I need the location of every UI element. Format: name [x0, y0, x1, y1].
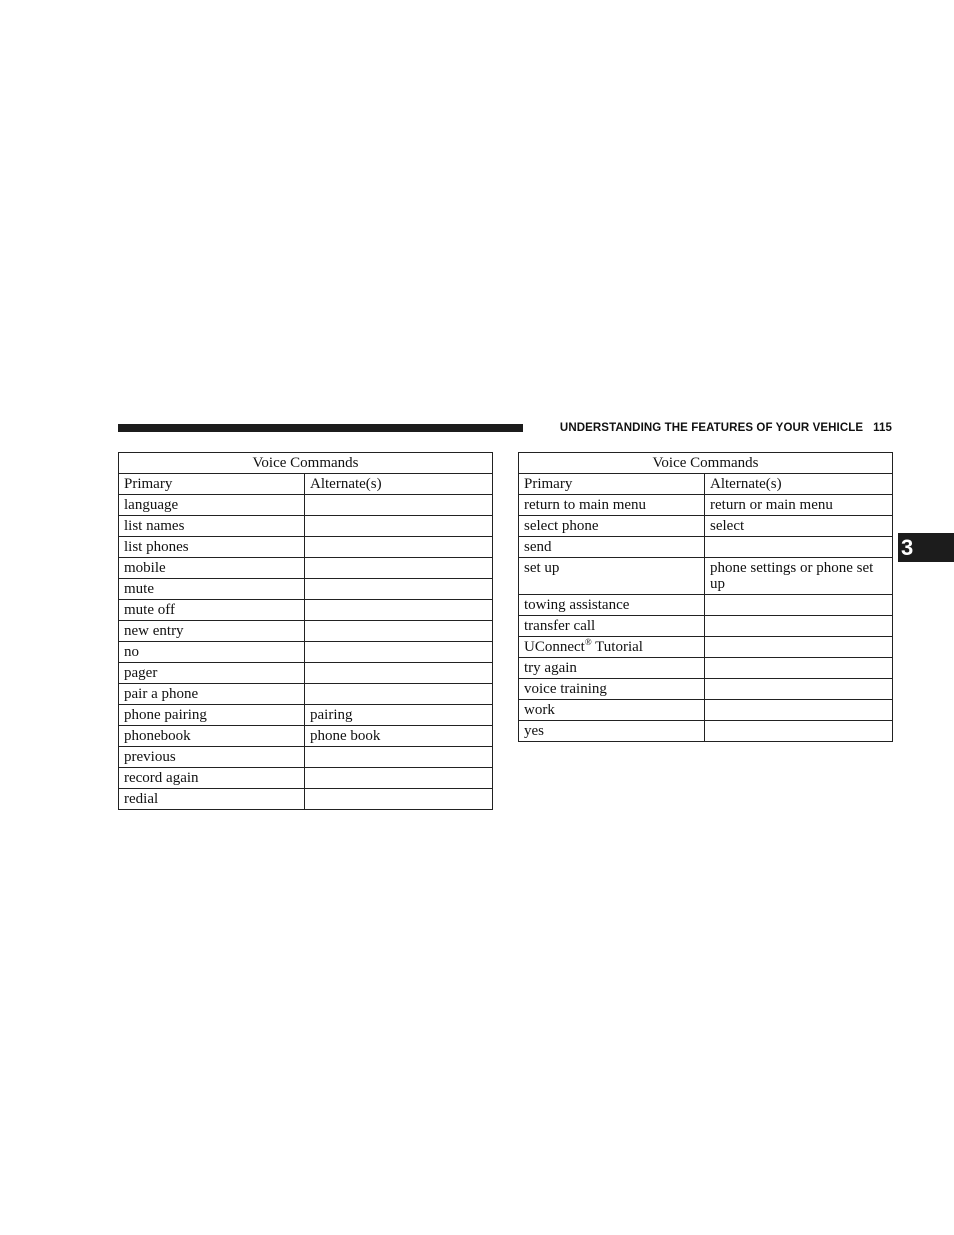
registered-mark: ®	[584, 637, 592, 647]
table-row	[119, 600, 493, 621]
table-caption: Voice Commands	[119, 453, 493, 474]
alternate-command	[705, 679, 893, 700]
primary-command: phone pairing	[119, 705, 305, 726]
column-header-primary: Primary	[519, 474, 705, 495]
alternate-command	[705, 658, 893, 679]
primary-command: transfer call	[519, 616, 705, 637]
primary-command: redial	[119, 789, 305, 810]
page-header	[118, 420, 892, 436]
primary-command: mute	[119, 579, 305, 600]
table-row	[119, 663, 493, 684]
table-row	[119, 726, 493, 747]
table-header-row	[119, 474, 493, 495]
chapter-tab: 3	[898, 533, 954, 562]
primary-command: list names	[119, 516, 305, 537]
table-header-row	[519, 474, 893, 495]
table-row	[119, 558, 493, 579]
primary-command: voice training	[519, 679, 705, 700]
table-row	[119, 705, 493, 726]
alternate-command	[305, 621, 493, 642]
table-row	[519, 616, 893, 637]
primary-command: language	[119, 495, 305, 516]
table-row	[119, 768, 493, 789]
alternate-command	[305, 600, 493, 621]
alternate-command	[305, 684, 493, 705]
primary-command: record again	[119, 768, 305, 789]
alternate-command	[705, 637, 893, 658]
voice-commands-table-right	[518, 452, 893, 742]
primary-command: phonebook	[119, 726, 305, 747]
uconnect-name: UConnect	[524, 639, 585, 655]
table-row	[519, 558, 893, 595]
primary-command	[519, 637, 705, 658]
primary-command: pair a phone	[119, 684, 305, 705]
page-number: 115	[873, 422, 892, 434]
table-row	[519, 700, 893, 721]
primary-command: try again	[519, 658, 705, 679]
alternate-command: phone settings or phone set up	[705, 558, 893, 595]
table-caption: Voice Commands	[519, 453, 893, 474]
uconnect-suffix: Tutorial	[591, 639, 643, 655]
alternate-command: select	[705, 516, 893, 537]
primary-command: pager	[119, 663, 305, 684]
table-row	[119, 516, 493, 537]
table-row	[519, 495, 893, 516]
primary-command: mobile	[119, 558, 305, 579]
table-row	[519, 537, 893, 558]
table-row	[119, 789, 493, 810]
table-row	[519, 679, 893, 700]
alternate-command	[305, 558, 493, 579]
table-row	[119, 495, 493, 516]
primary-command: work	[519, 700, 705, 721]
table-row	[519, 637, 893, 658]
primary-command: return to main menu	[519, 495, 705, 516]
section-title: UNDERSTANDING THE FEATURES OF YOUR VEHICLE	[559, 422, 864, 434]
table-row	[119, 579, 493, 600]
alternate-command	[305, 516, 493, 537]
alternate-command	[705, 537, 893, 558]
column-header-alternates: Alternate(s)	[705, 474, 893, 495]
alternate-command	[705, 700, 893, 721]
table-row	[119, 621, 493, 642]
primary-command: new entry	[119, 621, 305, 642]
primary-command: set up	[519, 558, 705, 595]
primary-command: mute off	[119, 600, 305, 621]
table-row	[119, 684, 493, 705]
table-row	[119, 642, 493, 663]
column-header-alternates: Alternate(s)	[305, 474, 493, 495]
alternate-command	[305, 642, 493, 663]
alternate-command: pairing	[305, 705, 493, 726]
alternate-command	[305, 495, 493, 516]
alternate-command	[305, 768, 493, 789]
alternate-command	[305, 747, 493, 768]
primary-command: no	[119, 642, 305, 663]
table-row	[519, 658, 893, 679]
primary-command: list phones	[119, 537, 305, 558]
table-row	[519, 595, 893, 616]
primary-command: towing assistance	[519, 595, 705, 616]
voice-commands-table-left	[118, 452, 493, 810]
alternate-command	[705, 721, 893, 742]
alternate-command	[705, 595, 893, 616]
primary-command: select phone	[519, 516, 705, 537]
table-caption-row	[519, 453, 893, 474]
table-row	[119, 537, 493, 558]
alternate-command	[705, 616, 893, 637]
primary-command: previous	[119, 747, 305, 768]
primary-command: send	[519, 537, 705, 558]
primary-command: yes	[519, 721, 705, 742]
alternate-command	[305, 663, 493, 684]
alternate-command	[305, 579, 493, 600]
table-row	[519, 516, 893, 537]
header-text	[560, 420, 892, 436]
header-rule	[118, 424, 523, 432]
table-caption-row	[119, 453, 493, 474]
alternate-command	[305, 789, 493, 810]
table-row	[519, 721, 893, 742]
column-header-primary: Primary	[119, 474, 305, 495]
alternate-command: phone book	[305, 726, 493, 747]
alternate-command: return or main menu	[705, 495, 893, 516]
alternate-command	[305, 537, 493, 558]
table-row	[119, 747, 493, 768]
